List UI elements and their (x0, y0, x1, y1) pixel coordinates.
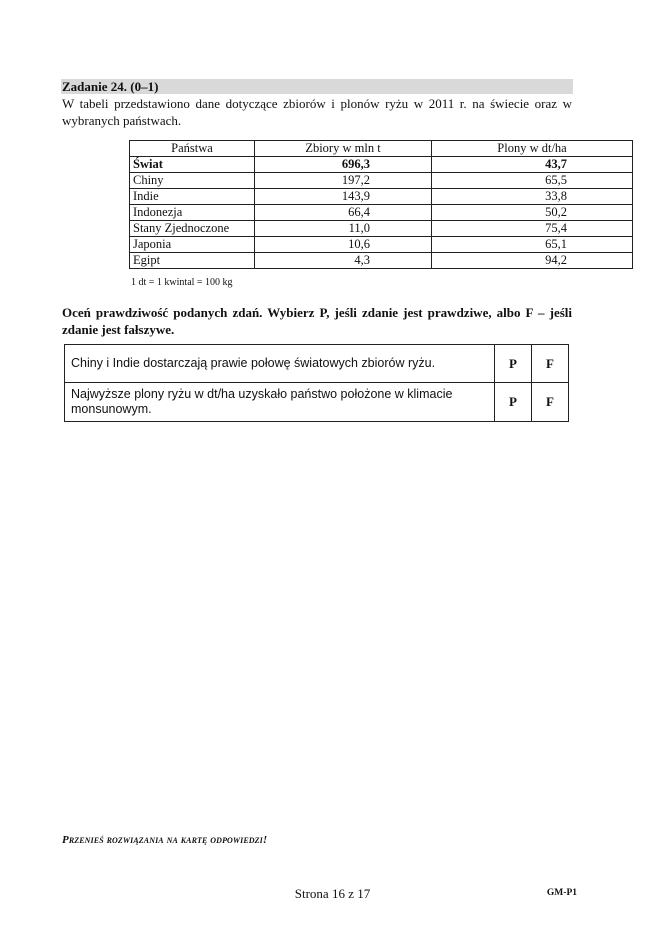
country-cell: Indie (130, 189, 255, 205)
yield-cell: 94,2 (432, 253, 633, 269)
harvest-cell: 197,2 (255, 173, 432, 189)
harvest-cell: 11,0 (255, 221, 432, 237)
table-row (130, 221, 633, 237)
exam-code: GM-P1 (546, 888, 577, 898)
page-number: Strona 16 z 17 (294, 886, 371, 901)
country-cell: Świat (130, 157, 255, 173)
column-header-country: Państwa (130, 141, 255, 157)
table-header-row (130, 141, 633, 157)
harvest-cell: 66,4 (255, 205, 432, 221)
harvest-cell: 4,3 (255, 253, 432, 269)
country-cell: Stany Zjednoczone (130, 221, 255, 237)
harvest-cell: 696,3 (255, 157, 432, 173)
harvest-cell: 10,6 (255, 237, 432, 253)
true-false-table (64, 344, 569, 422)
country-cell: Chiny (130, 173, 255, 189)
true-option[interactable]: P (495, 383, 532, 422)
column-header-harvest: Zbiory w mln t (255, 141, 432, 157)
statement-text: Najwyższe plony ryżu w dt/ha uzyskało państwo położone w klimacie monsunowym. (65, 383, 495, 422)
country-cell: Japonia (130, 237, 255, 253)
yield-cell: 65,5 (432, 173, 633, 189)
statement-row (65, 345, 569, 383)
false-option[interactable]: F (532, 383, 569, 422)
rice-data-table (129, 140, 633, 269)
true-option[interactable]: P (495, 345, 532, 383)
false-option[interactable]: F (532, 345, 569, 383)
yield-cell: 75,4 (432, 221, 633, 237)
table-row (130, 205, 633, 221)
table-row (130, 157, 633, 173)
table-row (130, 253, 633, 269)
task-intro: W tabeli przedstawiono dane dotyczące zbiorów i plonów ryżu w 2011 r. na świecie oraz w wybranych państwach. (62, 96, 572, 128)
unit-note: 1 dt = 1 kwintal = 100 kg (131, 277, 233, 288)
country-cell: Indonezja (130, 205, 255, 221)
country-cell: Egipt (130, 253, 255, 269)
yield-cell: 33,8 (432, 189, 633, 205)
column-header-yield: Plony w dt/ha (432, 141, 633, 157)
yield-cell: 65,1 (432, 237, 633, 253)
yield-cell: 43,7 (432, 157, 633, 173)
statement-row (65, 383, 569, 422)
task-instruction: Oceń prawdziwość podanych zdań. Wybierz P, jeśli zdanie jest prawdziwe, albo F – jeśli zdanie jest fałszywe. (62, 305, 572, 337)
transfer-answers-note: Przenieś rozwiązania na kartę odpowiedzi! (62, 834, 268, 846)
statement-text: Chiny i Indie dostarczają prawie połowę światowych zbiorów ryżu. (65, 345, 495, 383)
task-header: Zadanie 24. (0–1) (61, 79, 573, 94)
table-row (130, 237, 633, 253)
table-row (130, 189, 633, 205)
harvest-cell: 143,9 (255, 189, 432, 205)
table-row (130, 173, 633, 189)
yield-cell: 50,2 (432, 205, 633, 221)
